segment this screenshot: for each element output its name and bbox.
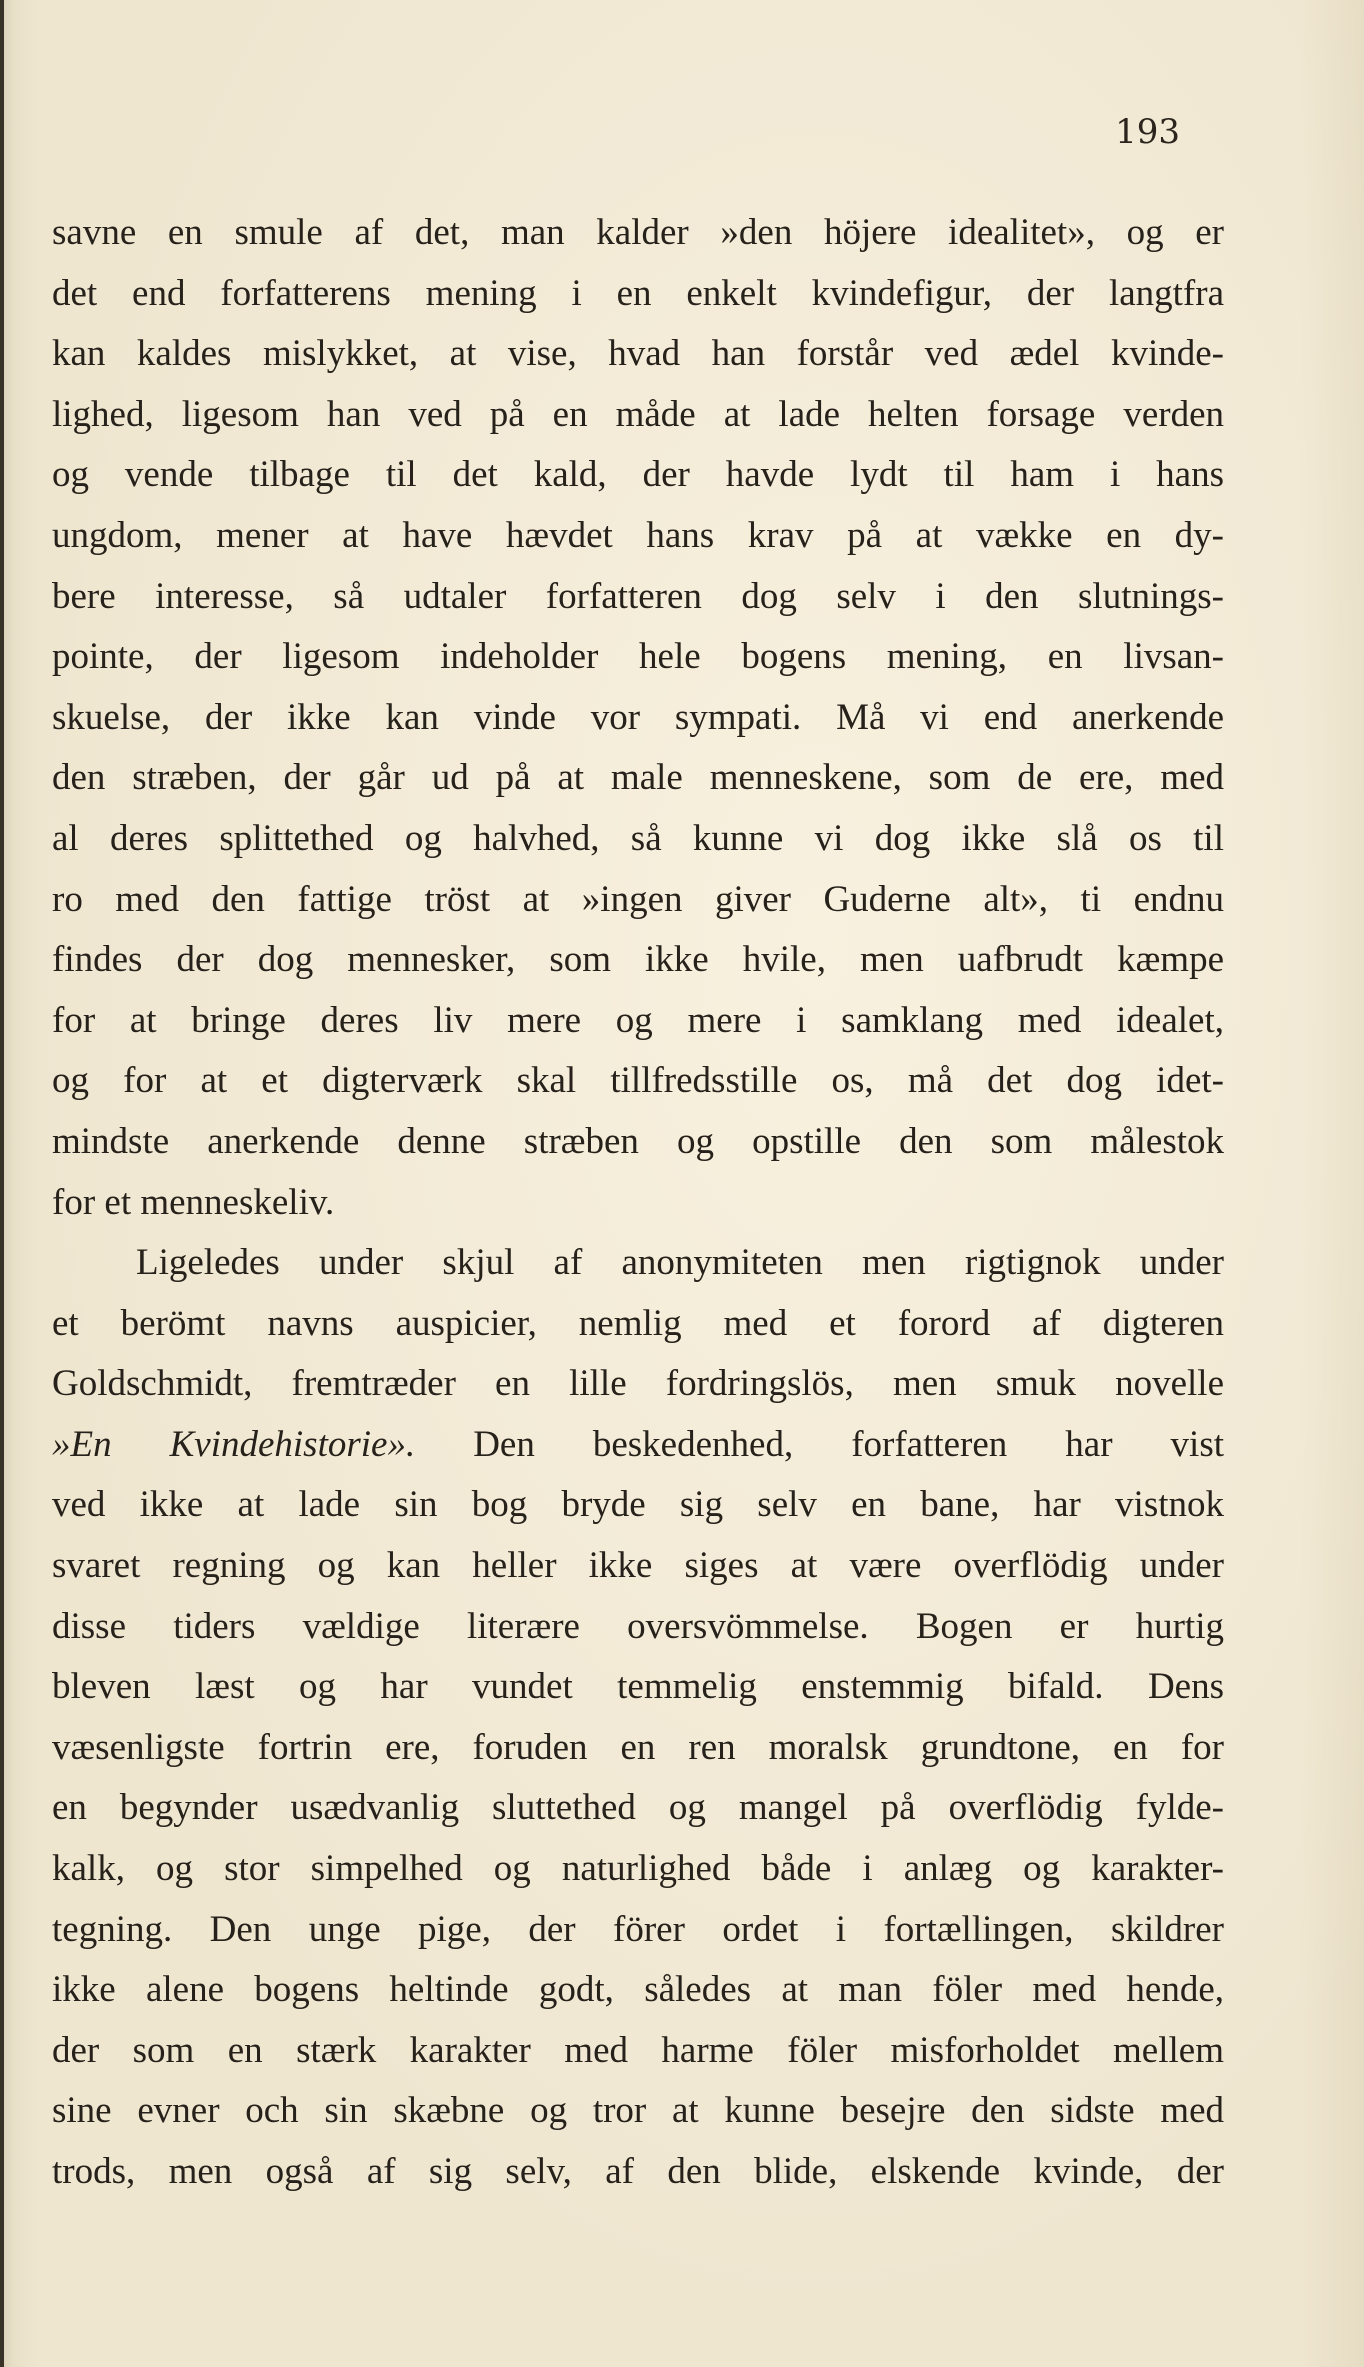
text-line: kan kaldes mislykket, at vise, hvad han forstår ved ædel kvinde-	[52, 333, 1224, 375]
text-line: ved ikke at lade sin bog bryde sig selv en bane, har vistnok	[52, 1484, 1224, 1526]
text-line: og for at et digterværk skal tillfredsstille os, må det dog idet-	[52, 1060, 1224, 1102]
text-line: en begynder usædvanlig sluttethed og mangel på overflödig fylde-	[52, 1787, 1224, 1829]
text-line-with-title	[52, 1415, 1224, 1476]
text-line: trods, men også af sig selv, af den blide, elskende kvinde, der	[52, 2151, 1224, 2192]
page-edge	[0, 0, 4, 2367]
text-line: og vende tilbage til det kald, der havde lydt til ham i hans	[52, 454, 1224, 496]
text-line: væsenligste fortrin ere, foruden en ren moralsk grundtone, en for	[52, 1726, 1224, 1768]
page-number: 193	[1115, 112, 1180, 152]
text-line: pointe, der ligesom indeholder hele bogens mening, en livsan-	[52, 636, 1224, 678]
text-line: findes der dog mennesker, som ikke hvile, men uafbrudt kæmpe	[52, 939, 1224, 981]
text-line: der som en stærk karakter med harme föler misforholdet mellem	[52, 2029, 1224, 2071]
text-line: ro med den fattige tröst at »ingen giver Guderne alt», ti endnu	[52, 878, 1224, 920]
text-line: kalk, og stor simpelhed og naturlighed både i anlæg og karakter-	[52, 1848, 1224, 1890]
paragraph-start-line: Ligeledes under skjul af anonymiteten men rigtignok under	[136, 1242, 1224, 1284]
body-text	[52, 203, 1224, 2203]
text-line: bere interesse, så udtaler forfatteren dog selv i den slutnings-	[52, 575, 1224, 617]
text-line: den stræben, der går ud på at male menneskene, som de ere, med	[52, 757, 1224, 799]
text-line: mindste anerkende denne stræben og opstille den som målestok	[52, 1120, 1224, 1162]
text-span: Den beskedenhed, forfatteren har vist	[415, 1423, 1225, 1465]
text-line: ungdom, mener at have hævdet hans krav på at vække en dy-	[52, 514, 1224, 556]
text-line: Goldschmidt, fremtræder en lille fordringslös, men smuk novelle	[52, 1363, 1224, 1405]
text-line: for at bringe deres liv mere og mere i samklang med idealet,	[52, 999, 1224, 1041]
text-line: lighed, ligesom han ved på en måde at lade helten forsage verden	[52, 393, 1224, 435]
text-line: ikke alene bogens heltinde godt, således at man föler med hende,	[52, 1969, 1224, 2011]
text-line: sine evner och sin skæbne og tror at kunne besejre den sidste med	[52, 2090, 1224, 2132]
text-line: et berömt navns auspicier, nemlig med et forord af digteren	[52, 1302, 1224, 1344]
text-line: bleven læst og har vundet temmelig enstemmig bifald. Dens	[52, 1666, 1224, 1708]
text-line: det end forfatterens mening i en enkelt kvindefigur, der langtfra	[52, 272, 1224, 314]
text-line: al deres splittethed og halvhed, så kunne vi dog ikke slå os til	[52, 817, 1224, 859]
text-line: savne en smule af det, man kalder »den höjere idealitet», og er	[52, 212, 1224, 253]
text-line: disse tiders vældige literære oversvömmelse. Bogen er hurtig	[52, 1605, 1224, 1647]
text-line: skuelse, der ikke kan vinde vor sympati. Må vi end anerkende	[52, 696, 1224, 738]
book-title: »En Kvindehistorie».	[52, 1423, 416, 1465]
text-line: tegning. Den unge pige, der förer ordet i fortællingen, skildrer	[52, 1908, 1224, 1950]
paragraph-end-line: for et menneskeliv.	[52, 1181, 335, 1223]
text-line: svaret regning og kan heller ikke siges at være overflödig under	[52, 1545, 1224, 1587]
